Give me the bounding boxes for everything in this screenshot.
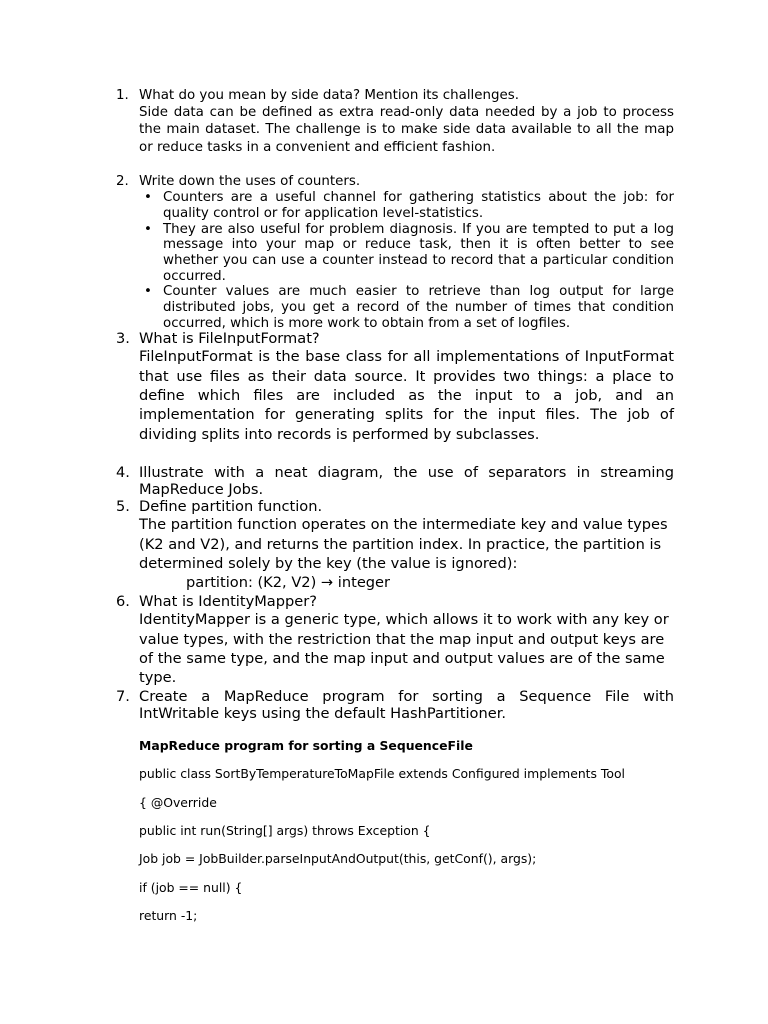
question-text: Define partition function. (139, 498, 323, 515)
question-4 (116, 464, 674, 498)
answer-text: The partition function operates on the intermediate key and value types (K2 and V2), and returns the partition index. In practice, the partition is determined solely by the key (the value is ignored): (139, 516, 668, 573)
question-number: 5. (116, 498, 130, 515)
bullet-icon: • (144, 284, 152, 300)
code-line: if (job == null) { (139, 880, 243, 895)
question-text: What is IdentityMapper? (139, 593, 317, 610)
code-heading: MapReduce program for sorting a SequenceFile (139, 738, 473, 753)
answer-text: IdentityMapper is a generic type, which allows it to work with any key or value types, with the restriction that the map input and output keys are of the same type, and the map input and output values are of the same type. (139, 611, 669, 687)
question-5 (116, 498, 674, 593)
answer-text: Side data can be defined as extra read-only data needed by a job to process the main dataset. The challenge is to make side data available to all the map or reduce tasks in a convenient and efficient fashion. (139, 105, 674, 155)
bullet-item: • They are also useful for problem diagnosis. If you are tempted to put a log message into your map or reduce task, then it is often better to see whether you can use a counter instead to record that a particular condition occurred. (144, 221, 674, 284)
code-line: public class SortByTemperatureToMapFile extends Configured implements Tool (139, 766, 625, 781)
question-1 (116, 87, 674, 156)
partition-formula: partition: (K2, V2) → integer (186, 574, 391, 592)
question-7 (116, 688, 674, 722)
code-line: public int run(String[] args) throws Exception { (139, 823, 431, 838)
question-number: 2. (116, 174, 129, 189)
question-number: 3. (116, 330, 130, 347)
question-text: Illustrate with a neat diagram, the use of separators in streaming MapReduce Jobs. (139, 464, 674, 499)
question-3 (116, 330, 674, 444)
bullet-icon: • (144, 190, 152, 206)
question-number: 4. (116, 464, 130, 481)
code-line: Job job = JobBuilder.parseInputAndOutput(this, getConf(), args); (139, 851, 537, 866)
answer-text: FileInputFormat is the base class for all implementations of InputFormat that use files as their data source. It provides two things: a place to define which files are included as the input to a job, and an implementation for generating splits for the input files. The job of dividing splits into records is performed by subclasses. (139, 348, 674, 443)
question-text: What do you mean by side data? Mention its challenges. (139, 88, 519, 103)
bullet-item: • Counters are a useful channel for gathering statistics about the job: for quality control or for application level-statistics. (144, 190, 674, 221)
question-6 (116, 593, 674, 688)
question-text: What is FileInputFormat? (139, 330, 320, 347)
question-number: 6. (116, 593, 130, 610)
code-line: return -1; (139, 908, 198, 923)
question-text: Write down the uses of counters. (139, 174, 361, 189)
bullet-item: • Counter values are much easier to retrieve than log output for large distributed jobs, you get a record of the number of times that condition occurred, which is more work to obtain from a set of logfiles. (144, 284, 674, 331)
bullet-icon: • (144, 221, 152, 237)
question-text: Create a MapReduce program for sorting a Sequence File with IntWritable keys using the default HashPartitioner. (139, 688, 674, 723)
question-2 (116, 173, 674, 332)
question-number: 1. (116, 88, 129, 103)
question-number: 7. (116, 688, 130, 705)
code-line: { @Override (139, 795, 217, 810)
